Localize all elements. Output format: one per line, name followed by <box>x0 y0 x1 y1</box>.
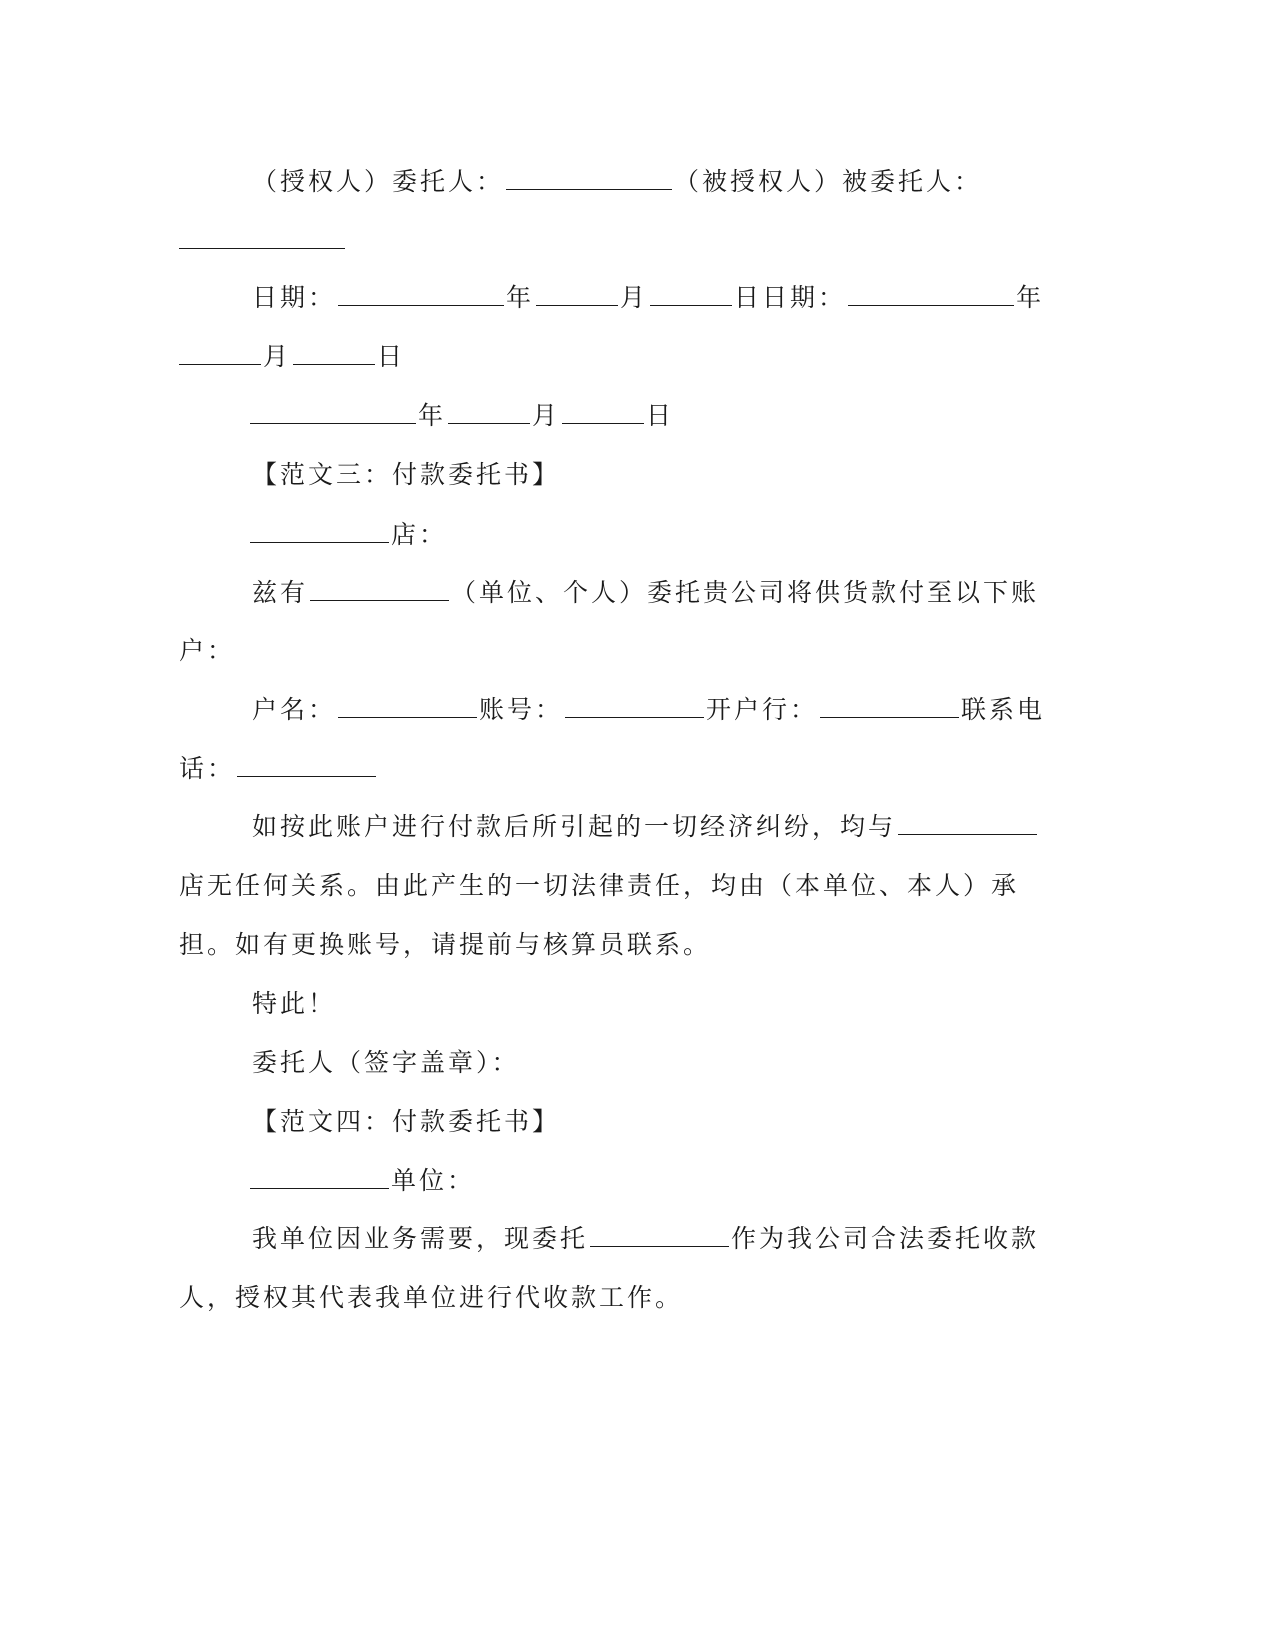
text: 日期： <box>252 283 337 312</box>
text: 年 <box>418 401 447 430</box>
text: 月 <box>263 342 292 371</box>
blank-field[interactable] <box>338 693 477 718</box>
paragraph-line: 特此！ <box>252 989 337 1018</box>
paragraph-line: 人，授权其代表我单位进行代收款工作。 <box>179 1283 684 1312</box>
text: 作为我公司合法委托收款 <box>731 1224 1040 1253</box>
signature-line: 委托人（签字盖章）： <box>252 1048 520 1077</box>
blank-field[interactable] <box>179 340 261 365</box>
paragraph-line: 店无任何关系。由此产生的一切法律责任，均由（本单位、本人）承 <box>179 871 1020 900</box>
paragraph-line <box>252 810 1039 844</box>
text: 兹有 <box>252 578 309 607</box>
text: 单位： <box>391 1166 476 1195</box>
authorizee-blank-line <box>179 224 347 258</box>
blank-field[interactable] <box>338 281 504 306</box>
blank-field[interactable] <box>250 1164 389 1189</box>
blank-field[interactable] <box>310 576 449 601</box>
phone-line <box>179 752 378 786</box>
blank-field[interactable] <box>848 281 1014 306</box>
text: 日 <box>646 401 675 430</box>
date-line <box>252 281 1044 315</box>
text: 我单位因业务需要，现委托 <box>252 1224 589 1253</box>
text: 账号： <box>479 695 564 724</box>
text: 话： <box>179 754 236 783</box>
blank-field[interactable] <box>820 693 959 718</box>
paragraph-line: 户： <box>179 636 236 665</box>
blank-field[interactable] <box>562 399 644 424</box>
blank-field[interactable] <box>590 1222 729 1247</box>
blank-field[interactable] <box>293 340 375 365</box>
blank-field[interactable] <box>237 752 376 777</box>
date-line-cont <box>179 340 405 374</box>
section-heading-3: 【范文三：付款委托书】 <box>252 460 561 489</box>
date-line-2 <box>250 399 674 433</box>
section-heading-4: 【范文四：付款委托书】 <box>252 1107 561 1136</box>
text: 年 <box>506 283 535 312</box>
text: 日 <box>377 342 406 371</box>
text: 户名： <box>252 695 337 724</box>
shop-line <box>250 518 447 552</box>
authorizer-line <box>252 165 982 199</box>
blank-field[interactable] <box>250 518 389 543</box>
blank-field[interactable] <box>565 693 704 718</box>
text: （单位、个人）委托贵公司将供货款付至以下账 <box>451 578 1040 607</box>
blank-field[interactable] <box>448 399 530 424</box>
text: （被授权人）被委托人： <box>674 167 983 196</box>
text: 月 <box>620 283 649 312</box>
text: 如按此账户进行付款后所引起的一切经济纠纷，均与 <box>252 812 897 841</box>
text: 日日期： <box>734 283 847 312</box>
blank-field[interactable] <box>650 281 732 306</box>
text: 月 <box>532 401 561 430</box>
blank-field[interactable] <box>250 399 416 424</box>
blank-field[interactable] <box>179 224 345 249</box>
paragraph-line <box>252 1222 1039 1256</box>
text: 联系电 <box>961 695 1046 724</box>
blank-field[interactable] <box>506 165 672 190</box>
text: 店： <box>391 520 448 549</box>
paragraph-line: 担。如有更换账号，请提前与核算员联系。 <box>179 930 712 959</box>
text: 开户行： <box>706 695 819 724</box>
blank-field[interactable] <box>898 810 1037 835</box>
text: （授权人）委托人： <box>252 167 505 196</box>
text: 年 <box>1016 283 1045 312</box>
unit-line <box>250 1164 475 1198</box>
account-info-line <box>252 693 1045 727</box>
paragraph-line <box>252 576 1039 610</box>
blank-field[interactable] <box>536 281 618 306</box>
